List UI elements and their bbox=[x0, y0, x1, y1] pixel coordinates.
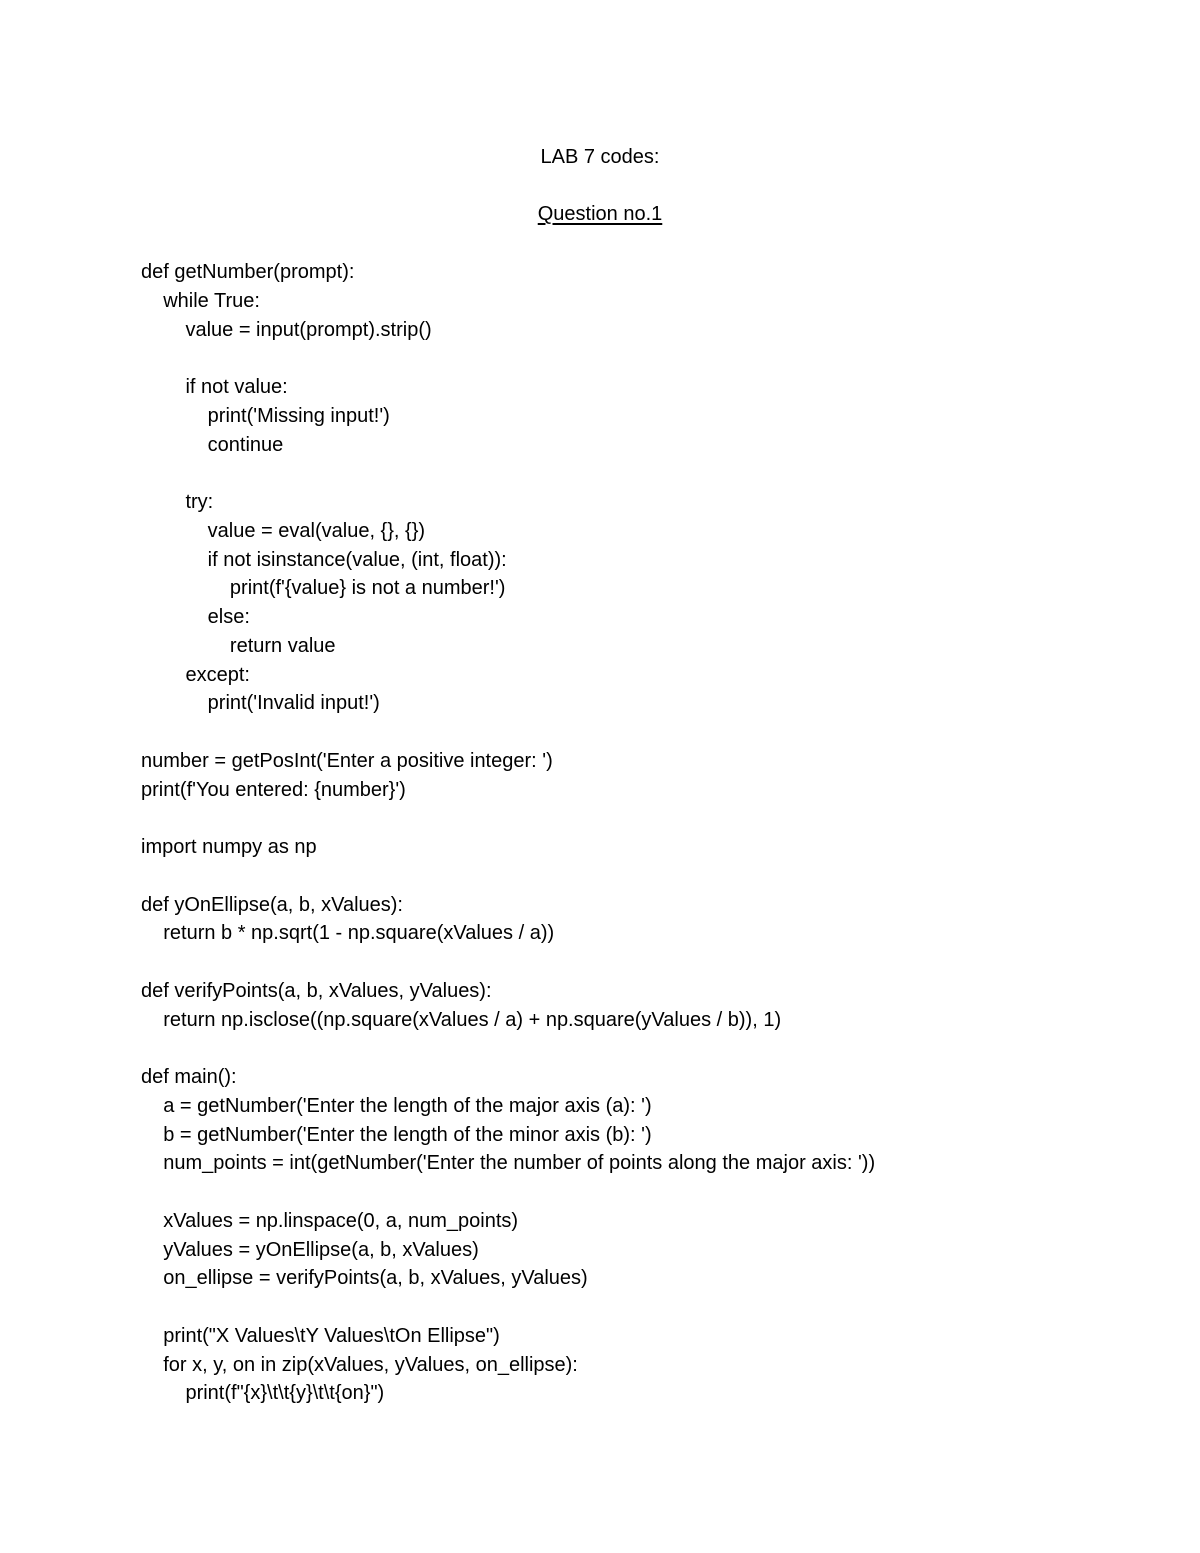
code-line: else: bbox=[141, 606, 250, 628]
code-line bbox=[141, 718, 1141, 747]
code-line bbox=[141, 459, 1141, 488]
code-line bbox=[141, 804, 1141, 833]
page-title: LAB 7 codes: bbox=[540, 146, 660, 168]
code-line: print(f"{x}\t\t{y}\t\t{on}") bbox=[141, 1382, 385, 1405]
code-line: print('Invalid input!') bbox=[141, 692, 380, 715]
code-line: return value bbox=[141, 634, 336, 657]
code-line bbox=[141, 1293, 1141, 1322]
code-line: num_points = int(getNumber('Enter the number of points along the major axis: ')) bbox=[141, 1152, 876, 1175]
code-line: for x, y, on in zip(xValues, yValues, on_ellipse): bbox=[141, 1353, 578, 1376]
code-line bbox=[141, 1178, 1141, 1207]
code-line: try: bbox=[141, 491, 214, 513]
code-line: xValues = np.linspace(0, a, num_points) bbox=[141, 1209, 519, 1232]
code-line: if not value: bbox=[141, 376, 288, 398]
code-line bbox=[141, 862, 1141, 891]
code-line: import numpy as np bbox=[141, 836, 317, 858]
code-line: b = getNumber('Enter the length of the minor axis (b): ') bbox=[141, 1123, 652, 1146]
question-heading: Question no.1 bbox=[537, 203, 663, 225]
code-line: return np.isclose((np.square(xValues / a) + np.square(yValues / b)), 1) bbox=[141, 1008, 782, 1031]
code-block bbox=[141, 258, 1141, 1408]
code-line: value = eval(value, {}, {}) bbox=[141, 519, 426, 542]
code-line: print(f'{value} is not a number!') bbox=[141, 577, 506, 600]
code-line bbox=[141, 1034, 1141, 1063]
code-line: continue bbox=[141, 433, 284, 456]
code-line bbox=[141, 344, 1141, 373]
code-line: print('Missing input!') bbox=[141, 404, 390, 427]
code-line: print(f'You entered: {number}') bbox=[141, 778, 406, 801]
code-line: on_ellipse = verifyPoints(a, b, xValues, yValues) bbox=[141, 1267, 588, 1290]
code-line: def getNumber(prompt): bbox=[141, 261, 355, 283]
code-line: if not isinstance(value, (int, float)): bbox=[141, 548, 507, 571]
code-line: number = getPosInt('Enter a positive integer: ') bbox=[141, 749, 553, 772]
code-line: def verifyPoints(a, b, xValues, yValues): bbox=[141, 979, 492, 1002]
code-line bbox=[141, 948, 1141, 977]
code-line: except: bbox=[141, 663, 250, 686]
code-line: yValues = yOnEllipse(a, b, xValues) bbox=[141, 1238, 479, 1261]
code-line: while True: bbox=[141, 289, 260, 312]
code-line: value = input(prompt).strip() bbox=[141, 318, 432, 341]
code-line: a = getNumber('Enter the length of the major axis (a): ') bbox=[141, 1094, 652, 1117]
code-line: def yOnEllipse(a, b, xValues): bbox=[141, 893, 403, 916]
code-line: def main(): bbox=[141, 1066, 237, 1088]
code-line: return b * np.sqrt(1 - np.square(xValues / a)) bbox=[141, 922, 555, 945]
code-line: print("X Values\tY Values\tOn Ellipse") bbox=[141, 1324, 500, 1347]
